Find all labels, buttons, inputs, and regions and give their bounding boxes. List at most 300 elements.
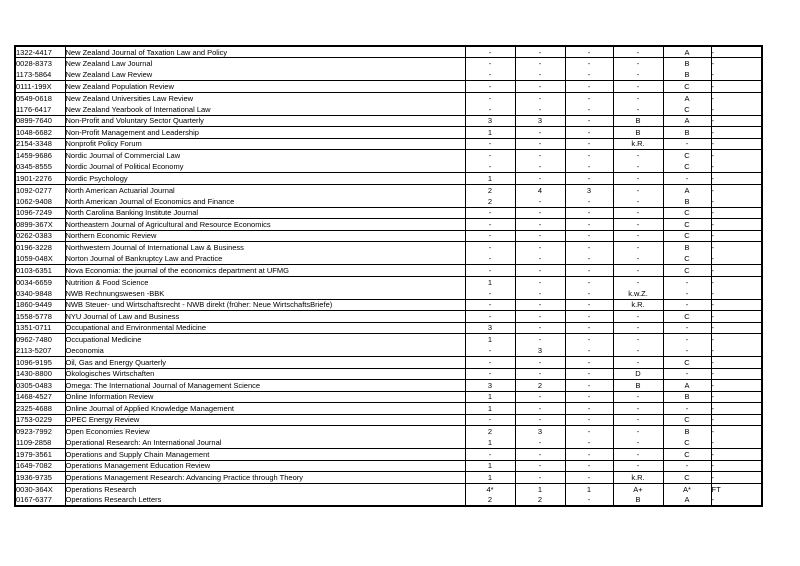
journal-name-cell: Operational Research: An International Journal [65, 437, 465, 449]
rating-cell: - [663, 403, 711, 415]
journal-name-cell: Operations Research Letters [65, 495, 465, 507]
journal-name-cell: Open Economies Review [65, 426, 465, 438]
rating-cell: - [663, 322, 711, 334]
rating-cell: 1 [465, 472, 515, 484]
journal-name-cell: North American Journal of Economics and Finance [65, 196, 465, 208]
rating-cell: B [613, 127, 663, 139]
rating-cell: - [711, 127, 762, 139]
rating-cell: - [613, 276, 663, 288]
rating-cell: - [565, 391, 613, 403]
rating-cell: - [515, 230, 565, 242]
issn-cell: 1468-4527 [15, 391, 65, 403]
table-row [15, 311, 762, 323]
rating-cell: - [565, 357, 613, 369]
table-row [15, 46, 762, 58]
table-row [15, 265, 762, 277]
journal-name-cell: Operations Management Research: Advancing Practice through Theory [65, 472, 465, 484]
table-row [15, 380, 762, 392]
rating-cell: - [613, 69, 663, 81]
table-row [15, 334, 762, 346]
table-row [15, 150, 762, 162]
issn-cell: 1753-0229 [15, 414, 65, 426]
rating-cell: 1 [465, 391, 515, 403]
rating-cell: - [515, 92, 565, 104]
rating-cell: - [515, 299, 565, 311]
issn-cell: 1109-2858 [16, 438, 52, 447]
rating-cell: - [565, 311, 613, 323]
rating-cell: - [711, 299, 762, 311]
rating-cell: B [663, 127, 711, 139]
journal-name-cell: NYU Journal of Law and Business [65, 311, 465, 323]
rating-cell: 2 [465, 495, 515, 507]
rating-cell: B [613, 380, 663, 392]
rating-cell: - [565, 161, 613, 173]
rating-cell: - [515, 472, 565, 484]
issn-cell: 0962-7480 [15, 334, 65, 346]
rating-cell: - [465, 69, 515, 81]
rating-cell: - [465, 311, 515, 323]
table-row [15, 104, 762, 116]
rating-cell: C [663, 207, 711, 219]
journal-name-cell: Online Journal of Applied Knowledge Management [65, 403, 465, 415]
rating-cell: 1 [465, 437, 515, 449]
table-row [15, 357, 762, 369]
rating-cell: - [613, 104, 663, 116]
rating-cell: C [663, 449, 711, 461]
rating-cell: - [565, 495, 613, 507]
rating-cell: - [613, 414, 663, 426]
rating-cell: - [613, 334, 663, 346]
rating-cell: C [663, 253, 711, 265]
rating-cell: - [465, 138, 515, 150]
rating-cell: - [711, 449, 762, 461]
rating-cell: A [663, 92, 711, 104]
rating-cell: - [565, 380, 613, 392]
rating-cell: B [613, 495, 663, 507]
table-row [15, 414, 762, 426]
issn-cell: 1048-6682 [15, 127, 65, 139]
issn-cell: 0923-7992 [15, 426, 65, 438]
table-row [15, 92, 762, 104]
rating-cell: - [613, 460, 663, 472]
rating-cell: - [465, 161, 515, 173]
rating-cell: - [515, 81, 565, 93]
table-row [15, 426, 762, 438]
rating-cell: 1 [465, 334, 515, 346]
issn-cell: 1322-4417 [15, 46, 65, 58]
rating-cell: B [663, 242, 711, 254]
table-row [15, 368, 762, 380]
rating-cell: 3 [515, 115, 565, 127]
journal-name-cell: Occupational Medicine [65, 334, 465, 346]
rating-cell: - [465, 368, 515, 380]
rating-cell: - [565, 276, 613, 288]
table-row [15, 219, 762, 231]
table-row [15, 391, 762, 403]
rating-cell: - [515, 357, 565, 369]
issn-cell: 0167-6377 [16, 495, 52, 505]
rating-cell: - [565, 345, 613, 357]
rating-cell: - [565, 265, 613, 277]
rating-cell: 2 [465, 196, 515, 208]
rating-cell: - [565, 207, 613, 219]
rating-cell: - [465, 242, 515, 254]
rating-cell: - [565, 449, 613, 461]
rating-cell: - [515, 460, 565, 472]
rating-cell: C [663, 357, 711, 369]
issn-cell: 0028-8373 [15, 58, 65, 70]
rating-cell: - [465, 92, 515, 104]
rating-cell: - [711, 253, 762, 265]
rating-cell: - [515, 288, 565, 300]
rating-cell: C [663, 150, 711, 162]
journal-name-cell: New Zealand Journal of Taxation Law and Policy [65, 46, 465, 58]
rating-cell: - [711, 219, 762, 231]
journal-name-cell: Nutrition & Food Science [65, 276, 465, 288]
journal-name-cell: NWB Steuer- und Wirtschaftsrecht - NWB direkt (früher: Neue WirtschaftsBriefe) [65, 299, 465, 311]
rating-cell: - [613, 219, 663, 231]
rating-cell: - [565, 46, 613, 58]
rating-cell: - [565, 138, 613, 150]
rating-cell: - [663, 138, 711, 150]
journal-name-cell: Nordic Psychology [65, 173, 465, 185]
journal-name-cell: Oeconomia [65, 345, 465, 357]
rating-cell: - [565, 127, 613, 139]
rating-cell: - [565, 92, 613, 104]
issn-cell: 1173-5864 [16, 70, 52, 79]
rating-cell: - [711, 58, 762, 70]
rating-cell: 4* [465, 483, 515, 495]
rating-cell: 3 [465, 322, 515, 334]
rating-cell: - [711, 81, 762, 93]
rating-cell: - [515, 127, 565, 139]
rating-cell: - [711, 115, 762, 127]
rating-cell: - [465, 265, 515, 277]
table-row [15, 196, 762, 208]
rating-cell: C [663, 414, 711, 426]
rating-cell: - [711, 184, 762, 196]
rating-cell: 3 [465, 115, 515, 127]
rating-cell: - [465, 288, 515, 300]
rating-cell: 2 [465, 184, 515, 196]
issn-cell: 0305-0483 [15, 380, 65, 392]
rating-cell: C [663, 161, 711, 173]
rating-cell: C [663, 472, 711, 484]
journal-name-cell: New Zealand Population Review [65, 81, 465, 93]
issn-cell: 1649-7082 [15, 460, 65, 472]
journal-name-cell: Norton Journal of Bankruptcy Law and Practice [65, 253, 465, 265]
rating-cell: - [613, 242, 663, 254]
rating-cell: - [565, 104, 613, 116]
rating-cell: k.R. [613, 138, 663, 150]
issn-cell: 2154-3348 [15, 138, 65, 150]
rating-cell: C [663, 437, 711, 449]
rating-cell: - [465, 58, 515, 70]
rating-cell: - [711, 437, 762, 449]
rating-cell: - [565, 242, 613, 254]
rating-cell: - [565, 472, 613, 484]
rating-cell: - [565, 426, 613, 438]
journal-name-cell: Nonprofit Policy Forum [65, 138, 465, 150]
rating-cell: - [663, 368, 711, 380]
journal-name-cell: North Carolina Banking Institute Journal [65, 207, 465, 219]
rating-cell: - [711, 173, 762, 185]
rating-cell: - [565, 253, 613, 265]
rating-cell: A [663, 184, 711, 196]
rating-cell: - [711, 104, 762, 116]
rating-cell: - [465, 150, 515, 162]
rating-cell: - [711, 391, 762, 403]
rating-cell: - [711, 265, 762, 277]
table-row [15, 173, 762, 185]
rating-cell: - [565, 414, 613, 426]
rating-cell: - [711, 380, 762, 392]
table-row [15, 483, 762, 495]
journal-name-cell: Non-Profit and Voluntary Sector Quarterly [65, 115, 465, 127]
journal-name-cell: Online Information Review [65, 391, 465, 403]
rating-cell: - [465, 357, 515, 369]
rating-cell: - [711, 311, 762, 323]
rating-cell: - [465, 219, 515, 231]
rating-cell: - [465, 104, 515, 116]
rating-cell: - [515, 253, 565, 265]
issn-cell: 1092-0277 [15, 184, 65, 196]
rating-cell: - [565, 58, 613, 70]
issn-cell: 1979-3561 [15, 449, 65, 461]
rating-cell: - [613, 311, 663, 323]
rating-cell: - [565, 219, 613, 231]
issn-cell: 1936-9735 [15, 472, 65, 484]
rating-cell: - [515, 311, 565, 323]
journal-name-cell: Occupational and Environmental Medicine [65, 322, 465, 334]
issn-cell: 1062-9408 [16, 196, 52, 206]
rating-cell: - [565, 230, 613, 242]
rating-cell: 1 [565, 483, 613, 495]
journal-name-cell: Ökologisches Wirtschaften [65, 368, 465, 380]
table-row [15, 437, 762, 449]
issn-cell: 0340-9848 [16, 288, 52, 298]
journal-name-cell: Northwestern Journal of International Law & Business [65, 242, 465, 254]
issn-cell: 1430-8800 [15, 368, 65, 380]
rating-cell: 1 [515, 483, 565, 495]
rating-cell: - [565, 403, 613, 415]
rating-cell: - [613, 58, 663, 70]
rating-cell: A* [663, 483, 711, 495]
rating-cell: - [613, 81, 663, 93]
rating-cell: - [663, 173, 711, 185]
rating-cell: - [613, 426, 663, 438]
rating-cell: B [613, 115, 663, 127]
journal-name-cell: Omega: The International Journal of Management Science [65, 380, 465, 392]
rating-cell: - [663, 288, 711, 300]
issn-cell: 0345-8555 [16, 162, 52, 171]
rating-cell: - [711, 345, 762, 357]
journal-name-cell: New Zealand Law Review [65, 69, 465, 81]
issn-cell: 0030-364X [15, 483, 65, 495]
rating-cell: - [711, 334, 762, 346]
rating-cell: - [515, 58, 565, 70]
journal-ranking-table [14, 45, 763, 507]
rating-cell: - [565, 368, 613, 380]
journal-name-cell: Nordic Journal of Political Economy [65, 161, 465, 173]
rating-cell: 3 [465, 380, 515, 392]
journal-name-cell: Northeastern Journal of Agricultural and Resource Economics [65, 219, 465, 231]
table-row [15, 472, 762, 484]
issn-cell: 1860-9449 [15, 299, 65, 311]
rating-cell: - [613, 230, 663, 242]
rating-cell: C [663, 104, 711, 116]
rating-cell: 2 [465, 426, 515, 438]
table-row [15, 58, 762, 70]
rating-cell: - [711, 322, 762, 334]
table-row [15, 253, 762, 265]
rating-cell: k.R. [613, 472, 663, 484]
rating-cell: - [711, 150, 762, 162]
table-row [15, 460, 762, 472]
rating-cell: - [515, 391, 565, 403]
issn-cell: 0899-7640 [15, 115, 65, 127]
rating-cell: - [711, 46, 762, 58]
rating-cell: k.R. [613, 299, 663, 311]
rating-cell: - [711, 357, 762, 369]
journal-name-cell: Operations and Supply Chain Management [65, 449, 465, 461]
rating-cell: - [515, 414, 565, 426]
rating-cell: 1 [465, 173, 515, 185]
rating-cell: - [565, 437, 613, 449]
rating-cell: - [565, 288, 613, 300]
rating-cell: - [515, 138, 565, 150]
issn-cell: 1176-6417 [16, 104, 52, 114]
rating-cell: - [515, 437, 565, 449]
rating-cell: - [515, 334, 565, 346]
rating-cell: - [711, 414, 762, 426]
rating-cell: - [465, 230, 515, 242]
table-row [15, 322, 762, 334]
rating-cell: - [565, 334, 613, 346]
rating-cell: - [515, 196, 565, 208]
rating-cell: - [613, 345, 663, 357]
rating-cell: - [465, 414, 515, 426]
rating-cell: - [613, 357, 663, 369]
table-row [15, 299, 762, 311]
issn-cell: 1096-7249 [15, 207, 65, 219]
rating-cell: - [711, 288, 762, 300]
rating-cell: - [565, 69, 613, 81]
rating-cell: B [663, 69, 711, 81]
journal-name-cell: Oil, Gas and Energy Quarterly [65, 357, 465, 369]
table-row [15, 161, 762, 173]
rating-cell: - [711, 138, 762, 150]
rating-cell: - [465, 46, 515, 58]
journal-name-cell: Non-Profit Management and Leadership [65, 127, 465, 139]
rating-cell: - [565, 115, 613, 127]
journal-name-cell: Northern Economic Review [65, 230, 465, 242]
rating-cell: - [515, 104, 565, 116]
rating-cell: - [613, 184, 663, 196]
rating-cell: 1 [465, 460, 515, 472]
journal-name-cell: NWB Rechnungswesen -BBK [65, 288, 465, 300]
issn-cell: 0103-6351 [15, 265, 65, 277]
issn-cell: 2325-4688 [15, 403, 65, 415]
journal-name-cell: New Zealand Yearbook of International Law [65, 104, 465, 116]
rating-cell: - [613, 92, 663, 104]
issn-cell: 2113-5207 [16, 346, 52, 355]
rating-cell: - [565, 322, 613, 334]
rating-cell: - [565, 460, 613, 472]
issn-cell: 0549-0618 [15, 92, 65, 104]
table-row [15, 242, 762, 254]
rating-cell: A [663, 380, 711, 392]
journal-table-body [15, 46, 762, 506]
rating-cell: - [663, 334, 711, 346]
issn-cell: 0262-0383 [15, 230, 65, 242]
rating-cell: - [515, 265, 565, 277]
rating-cell: B [663, 391, 711, 403]
rating-cell: - [663, 460, 711, 472]
rating-cell: - [711, 403, 762, 415]
issn-cell: 0111-199X [15, 81, 65, 93]
rating-cell: - [613, 437, 663, 449]
rating-cell: - [515, 46, 565, 58]
table-row [15, 345, 762, 357]
issn-cell: 1351-0711 [15, 322, 65, 334]
table-row [15, 138, 762, 150]
rating-cell: - [565, 173, 613, 185]
rating-cell: k.w.Z. [613, 288, 663, 300]
rating-cell: - [465, 207, 515, 219]
rating-cell: - [565, 196, 613, 208]
journal-name-cell: OPEC Energy Review [65, 414, 465, 426]
rating-cell: - [515, 368, 565, 380]
issn-cell: 1901-2276 [15, 173, 65, 185]
issn-cell: 1059-048X [16, 254, 53, 263]
rating-cell: B [663, 58, 711, 70]
rating-cell: - [613, 449, 663, 461]
table-row [15, 276, 762, 288]
rating-cell: 2 [515, 495, 565, 507]
rating-cell: - [663, 299, 711, 311]
rating-cell: 3 [515, 345, 565, 357]
rating-cell: - [565, 299, 613, 311]
rating-cell: - [663, 345, 711, 357]
journal-name-cell: North American Actuarial Journal [65, 184, 465, 196]
rating-cell: 2 [515, 380, 565, 392]
journal-name-cell: New Zealand Law Journal [65, 58, 465, 70]
rating-cell: 1 [465, 403, 515, 415]
rating-cell: A+ [613, 483, 663, 495]
journal-name-cell: Nordic Journal of Commercial Law [65, 150, 465, 162]
rating-cell: - [613, 391, 663, 403]
table-row [15, 81, 762, 93]
rating-cell: C [663, 230, 711, 242]
issn-cell: 0034-6659 [15, 276, 65, 288]
rating-cell: - [613, 173, 663, 185]
rating-cell: 1 [465, 276, 515, 288]
rating-cell: - [613, 161, 663, 173]
table-row [15, 449, 762, 461]
rating-cell: - [613, 265, 663, 277]
table-row [15, 69, 762, 81]
rating-cell: - [711, 196, 762, 208]
rating-cell: - [515, 69, 565, 81]
rating-cell: A [663, 46, 711, 58]
table-row [15, 115, 762, 127]
rating-cell: - [565, 150, 613, 162]
issn-cell: 1459-9686 [15, 150, 65, 162]
rating-cell: - [465, 345, 515, 357]
rating-cell: C [663, 311, 711, 323]
rating-cell: - [711, 276, 762, 288]
